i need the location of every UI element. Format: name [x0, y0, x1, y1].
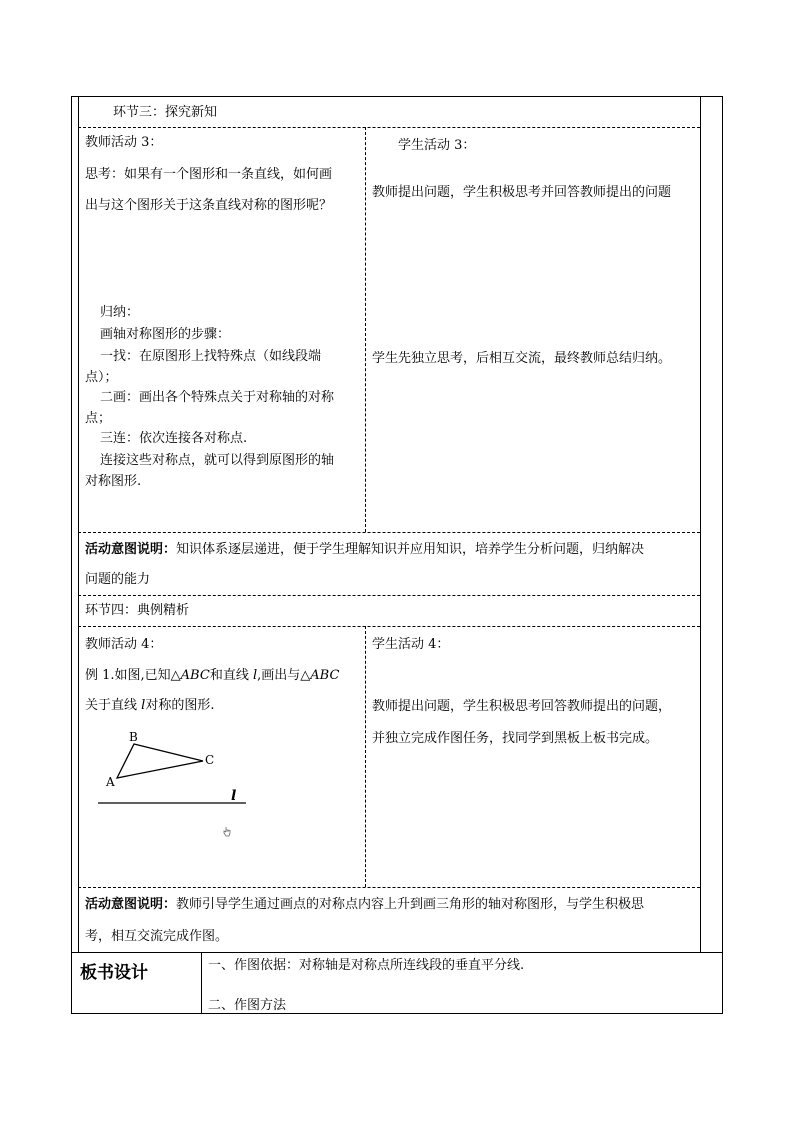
example-text: 和直线 — [209, 668, 253, 683]
example-text: 关于直线 — [85, 698, 142, 713]
row-divider — [78, 532, 700, 533]
row-divider — [78, 595, 700, 596]
board-design-label: 板书设计 — [80, 963, 148, 983]
section3-title: 环节三：探究新知 — [113, 105, 218, 120]
example-text: 对称的图形. — [145, 698, 215, 713]
triangle-name: ABC — [180, 668, 210, 683]
intent-label: 活动意图说明： — [85, 542, 177, 557]
row-divider — [78, 626, 700, 627]
intent-4-line2: 考，相互交流完成作图。 — [85, 929, 229, 944]
board-line-1: 一、作图依据：对称轴是对称点所连线段的垂直平分线. — [208, 958, 525, 973]
outer-left-border — [71, 96, 72, 1014]
student-activity-4-line1: 教师提出问题，学生积极思考回答教师提出的问题， — [372, 699, 672, 714]
student-activity-4-heading: 学生活动 4： — [372, 637, 450, 652]
intent-3-text: 知识体系逐层递进，便于学生理解知识并应用知识，培养学生分析问题，归纳解决 — [176, 542, 645, 557]
line-name: l — [252, 668, 258, 683]
inner-right-border — [700, 96, 701, 953]
example-line-1 — [85, 668, 339, 684]
axis-label-l: l — [231, 788, 237, 804]
summary-line: 画轴对称图形的步骤： — [100, 327, 231, 342]
student-activity-3-line2: 学生先独立思考，后相互交流，最终教师总结归纳。 — [372, 351, 672, 366]
vertex-label-a: A — [106, 775, 115, 789]
example-text: ,画出与△ — [257, 668, 311, 683]
think-line-1: 思考：如果有一个图形和一条直线，如何画 — [85, 167, 333, 182]
intent-3-line1 — [85, 542, 644, 558]
example-line-2 — [85, 698, 214, 714]
outer-top-border — [71, 96, 723, 97]
summary-line: 二画：画出各个特殊点关于对称轴的对称 — [100, 390, 335, 405]
hand-cursor-icon — [223, 826, 232, 837]
intent-4-line1 — [85, 897, 644, 913]
summary-line: 归纳： — [100, 305, 140, 320]
summary-line: 三连：依次连接各对称点. — [100, 431, 248, 446]
summary-line: 连接这些对称点，就可以得到原图形的轴 — [100, 453, 335, 468]
summary-line: 对称图形. — [85, 474, 142, 489]
vertex-label-c: C — [205, 753, 215, 767]
teacher-activity-4-heading: 教师活动 4： — [85, 637, 163, 652]
row-divider — [78, 127, 700, 128]
student-activity-4-line2: 并独立完成作图任务，找同学到黑板上板书完成。 — [372, 731, 659, 746]
intent-3-line2: 问题的能力 — [85, 572, 151, 587]
summary-line: 点）； — [85, 370, 118, 385]
triangle-figure — [90, 725, 260, 840]
board-line-2: 二、作图方法 — [208, 998, 287, 1013]
summary-line: 点； — [85, 411, 112, 426]
column-divider — [365, 127, 366, 532]
vertex-label-b: B — [129, 730, 138, 744]
line-name: l — [141, 698, 146, 713]
board-top-border — [71, 952, 723, 953]
inner-left-border — [78, 96, 79, 953]
think-line-2: 出与这个图形关于这条直线对称的图形呢？ — [85, 198, 333, 213]
row-divider — [78, 887, 700, 888]
intent-4-text: 教师引导学生通过画点的对称点内容上升到画三角形的轴对称图形，与学生积极思 — [176, 897, 645, 912]
student-activity-3-heading: 学生活动 3： — [398, 138, 476, 153]
triangle-name: ABC — [310, 668, 340, 683]
student-activity-3-line1: 教师提出问题，学生积极思考并回答教师提出的问题 — [372, 185, 672, 200]
teacher-activity-3-heading: 教师活动 3： — [85, 135, 163, 150]
example-text: 例 1.如图,已知△ — [85, 668, 181, 683]
intent-label: 活动意图说明： — [85, 897, 177, 912]
outer-right-border — [722, 96, 723, 1014]
section4-title: 环节四：典例精析 — [85, 603, 190, 618]
outer-bottom-border — [71, 1013, 723, 1014]
summary-line: 一找：在原图形上找特殊点（如线段端 — [100, 349, 322, 364]
triangle-abc — [117, 744, 203, 778]
board-column-divider — [201, 952, 202, 1014]
column-divider — [365, 626, 366, 887]
